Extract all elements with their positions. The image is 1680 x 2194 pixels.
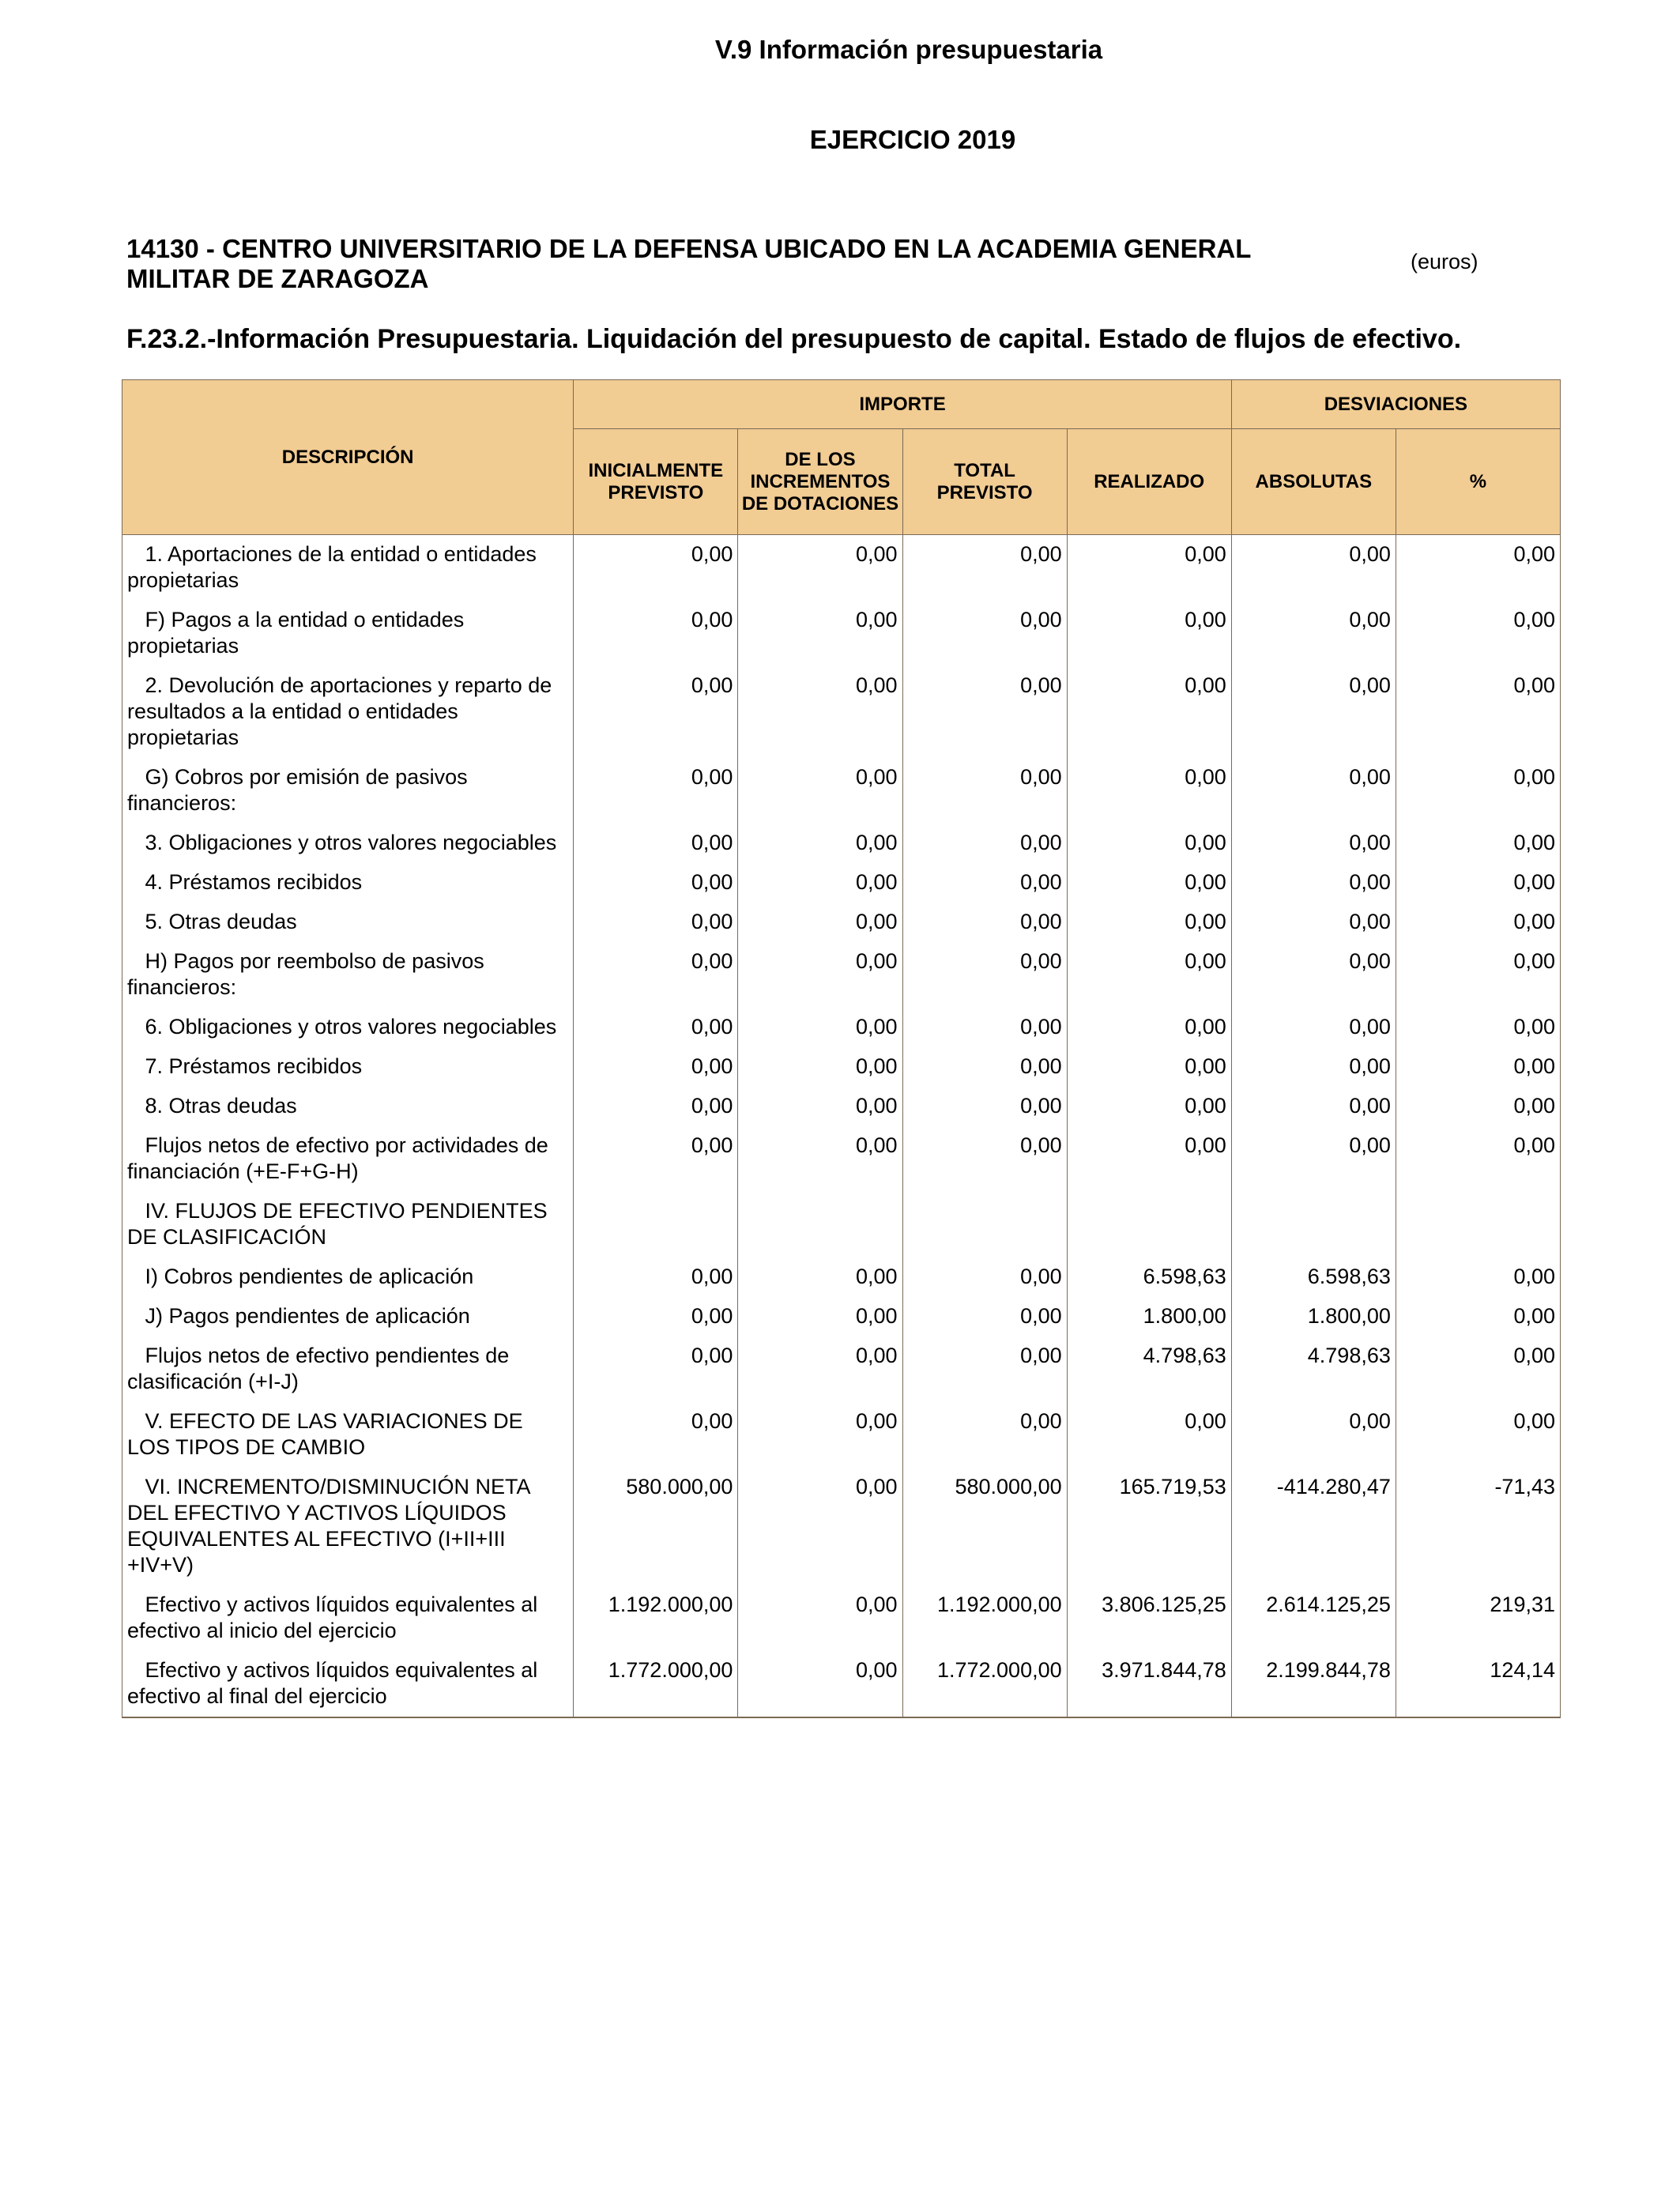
- row-value: 0,00: [574, 1257, 738, 1297]
- row-value: 219,31: [1396, 1585, 1560, 1651]
- row-value: 0,00: [1231, 758, 1396, 824]
- row-value: 0,00: [1231, 1008, 1396, 1047]
- row-value: 0,00: [738, 1257, 902, 1297]
- row-value: 0,00: [1231, 824, 1396, 863]
- row-description: Efectivo y activos líquidos equivalentes al efectivo al inicio del ejercicio: [122, 1585, 574, 1651]
- row-value: 0,00: [1396, 1008, 1560, 1047]
- row-value: 0,00: [1396, 903, 1560, 942]
- row-value: 0,00: [1396, 1336, 1560, 1402]
- row-value: 0,00: [738, 1087, 902, 1126]
- row-value: 0,00: [1396, 758, 1560, 824]
- row-value: 0,00: [574, 1008, 738, 1047]
- row-value: [574, 1192, 738, 1257]
- row-value: 0,00: [1067, 1008, 1231, 1047]
- table-row: [122, 1126, 1561, 1192]
- row-value: 4.798,63: [1067, 1336, 1231, 1402]
- row-value: 0,00: [738, 903, 902, 942]
- row-value: 0,00: [902, 601, 1067, 666]
- row-value: 0,00: [1396, 1047, 1560, 1087]
- row-value: 0,00: [1231, 1126, 1396, 1192]
- row-value: 580.000,00: [574, 1468, 738, 1585]
- header-descripcion: DESCRIPCIÓN: [122, 380, 574, 535]
- report-title: F.23.2.-Información Presupuestaria. Liquidación del presupuesto de capital. Estado de flujos de efectivo.: [126, 324, 1462, 354]
- table-row: [122, 1651, 1561, 1717]
- row-value: 0,00: [1231, 1402, 1396, 1468]
- row-value: 0,00: [574, 666, 738, 758]
- row-value: 0,00: [1396, 824, 1560, 863]
- table-row: [122, 758, 1561, 824]
- row-value: 0,00: [738, 666, 902, 758]
- row-value: 0,00: [1231, 601, 1396, 666]
- row-value: 0,00: [574, 903, 738, 942]
- row-value: 0,00: [574, 535, 738, 601]
- row-value: 0,00: [1067, 1126, 1231, 1192]
- table-body: [122, 535, 1561, 1718]
- table-row: [122, 1047, 1561, 1087]
- row-value: 0,00: [1067, 601, 1231, 666]
- row-value: 0,00: [902, 1047, 1067, 1087]
- row-description: 2. Devolución de aportaciones y reparto de resultados a la entidad o entidades propietarias: [122, 666, 574, 758]
- row-value: 165.719,53: [1067, 1468, 1231, 1585]
- table-row: [122, 1087, 1561, 1126]
- header-importe: IMPORTE: [574, 380, 1231, 429]
- row-value: 0,00: [574, 1087, 738, 1126]
- row-value: 0,00: [1067, 535, 1231, 601]
- row-value: 0,00: [1067, 758, 1231, 824]
- table-row: [122, 1336, 1561, 1402]
- row-value: 0,00: [902, 666, 1067, 758]
- row-value: -71,43: [1396, 1468, 1560, 1585]
- row-description: V. EFECTO DE LAS VARIACIONES DE LOS TIPOS DE CAMBIO: [122, 1402, 574, 1468]
- section-header: V.9 Información presupuestaria: [714, 35, 1103, 64]
- row-value: 0,00: [738, 535, 902, 601]
- row-description: 3. Obligaciones y otros valores negociables: [122, 824, 574, 863]
- row-value: 6.598,63: [1067, 1257, 1231, 1297]
- row-value: 0,00: [902, 1008, 1067, 1047]
- row-value: -414.280,47: [1231, 1468, 1396, 1585]
- row-value: 0,00: [574, 1297, 738, 1336]
- row-value: 1.192.000,00: [574, 1585, 738, 1651]
- row-value: 0,00: [574, 824, 738, 863]
- row-description: IV. FLUJOS DE EFECTIVO PENDIENTES DE CLASIFICACIÓN: [122, 1192, 574, 1257]
- row-value: 0,00: [1067, 1087, 1231, 1126]
- row-value: 0,00: [738, 1047, 902, 1087]
- row-value: 0,00: [738, 1468, 902, 1585]
- table-row: [122, 1297, 1561, 1336]
- row-value: 0,00: [1067, 1402, 1231, 1468]
- row-value: 0,00: [738, 1336, 902, 1402]
- row-value: 0,00: [1396, 535, 1560, 601]
- table-row: [122, 666, 1561, 758]
- row-description: Efectivo y activos líquidos equivalentes al efectivo al final del ejercicio: [122, 1651, 574, 1717]
- row-value: 0,00: [902, 1087, 1067, 1126]
- table-row: [122, 824, 1561, 863]
- entity-name: 14130 - CENTRO UNIVERSITARIO DE LA DEFENSA UBICADO EN LA ACADEMIA GENERAL MILITAR DE ZARAGOZA: [126, 234, 1251, 293]
- row-value: 0,00: [902, 1126, 1067, 1192]
- row-value: 0,00: [1396, 1402, 1560, 1468]
- row-value: 0,00: [902, 758, 1067, 824]
- row-value: 3.806.125,25: [1067, 1585, 1231, 1651]
- row-value: 0,00: [1067, 1047, 1231, 1087]
- row-value: 0,00: [1396, 666, 1560, 758]
- row-value: 0,00: [738, 1008, 902, 1047]
- row-value: 1.192.000,00: [902, 1585, 1067, 1651]
- row-description: Flujos netos de efectivo pendientes de clasificación (+I-J): [122, 1336, 574, 1402]
- row-description: G) Cobros por emisión de pasivos financieros:: [122, 758, 574, 824]
- row-value: 0,00: [1396, 1126, 1560, 1192]
- row-value: 0,00: [1067, 863, 1231, 903]
- row-value: 0,00: [574, 863, 738, 903]
- table-row: [122, 942, 1561, 1008]
- table-row: [122, 863, 1561, 903]
- row-value: 1.772.000,00: [902, 1651, 1067, 1717]
- row-value: 1.800,00: [1231, 1297, 1396, 1336]
- row-value: 0,00: [738, 758, 902, 824]
- row-value: 0,00: [574, 758, 738, 824]
- fiscal-year-title: EJERCICIO 2019: [809, 125, 1016, 154]
- row-value: 0,00: [1396, 1297, 1560, 1336]
- table-row: [122, 1192, 1561, 1257]
- row-value: 0,00: [1231, 1087, 1396, 1126]
- row-value: 0,00: [1067, 942, 1231, 1008]
- row-value: 0,00: [1231, 1047, 1396, 1087]
- row-value: 0,00: [1396, 863, 1560, 903]
- row-value: 4.798,63: [1231, 1336, 1396, 1402]
- row-value: [738, 1192, 902, 1257]
- row-value: 580.000,00: [902, 1468, 1067, 1585]
- currency-units: (euros): [1411, 250, 1478, 273]
- table-row: [122, 1585, 1561, 1651]
- row-value: 0,00: [1231, 942, 1396, 1008]
- row-value: 0,00: [1231, 666, 1396, 758]
- table-row: [122, 1468, 1561, 1585]
- row-value: 0,00: [1231, 903, 1396, 942]
- row-value: 3.971.844,78: [1067, 1651, 1231, 1717]
- cash-flow-table: [122, 379, 1561, 1718]
- row-value: [1067, 1192, 1231, 1257]
- row-value: 1.772.000,00: [574, 1651, 738, 1717]
- row-value: 0,00: [1231, 863, 1396, 903]
- header-absolutas: ABSOLUTAS: [1231, 429, 1396, 535]
- row-value: 0,00: [738, 824, 902, 863]
- row-value: 0,00: [574, 1402, 738, 1468]
- table-row: [122, 1257, 1561, 1297]
- row-value: 0,00: [1231, 535, 1396, 601]
- row-value: 0,00: [1067, 903, 1231, 942]
- row-value: 0,00: [574, 942, 738, 1008]
- header-desviaciones: DESVIACIONES: [1231, 380, 1560, 429]
- row-value: 0,00: [902, 1402, 1067, 1468]
- table-row: [122, 601, 1561, 666]
- row-value: 0,00: [1067, 824, 1231, 863]
- row-value: 0,00: [574, 1336, 738, 1402]
- row-description: 6. Obligaciones y otros valores negociables: [122, 1008, 574, 1047]
- table-row: [122, 535, 1561, 601]
- row-value: 0,00: [902, 824, 1067, 863]
- row-value: 2.199.844,78: [1231, 1651, 1396, 1717]
- row-value: [1396, 1192, 1560, 1257]
- header-incrementos: DE LOS INCREMENTOS DE DOTACIONES: [738, 429, 902, 535]
- row-value: 0,00: [902, 903, 1067, 942]
- header-realizado: REALIZADO: [1067, 429, 1231, 535]
- row-description: I) Cobros pendientes de aplicación: [122, 1257, 574, 1297]
- row-value: 2.614.125,25: [1231, 1585, 1396, 1651]
- row-value: 0,00: [574, 601, 738, 666]
- row-description: H) Pagos por reembolso de pasivos financieros:: [122, 942, 574, 1008]
- row-value: 0,00: [1396, 942, 1560, 1008]
- row-description: 4. Préstamos recibidos: [122, 863, 574, 903]
- row-description: Flujos netos de efectivo por actividades de financiación (+E-F+G-H): [122, 1126, 574, 1192]
- row-description: F) Pagos a la entidad o entidades propietarias: [122, 601, 574, 666]
- row-value: 1.800,00: [1067, 1297, 1231, 1336]
- header-total-previsto: TOTAL PREVISTO: [902, 429, 1067, 535]
- header-inicialmente-previsto: INICIALMENTE PREVISTO: [574, 429, 738, 535]
- row-value: [1231, 1192, 1396, 1257]
- row-value: [902, 1192, 1067, 1257]
- row-value: 0,00: [902, 535, 1067, 601]
- row-description: 1. Aportaciones de la entidad o entidades propietarias: [122, 535, 574, 601]
- row-value: 0,00: [738, 1651, 902, 1717]
- row-value: 0,00: [1396, 1087, 1560, 1126]
- table-row: [122, 903, 1561, 942]
- row-value: 0,00: [902, 863, 1067, 903]
- row-value: 0,00: [574, 1126, 738, 1192]
- row-description: 7. Préstamos recibidos: [122, 1047, 574, 1087]
- row-value: 0,00: [738, 1126, 902, 1192]
- row-value: 0,00: [902, 1257, 1067, 1297]
- row-value: 0,00: [738, 1585, 902, 1651]
- row-value: 0,00: [738, 1402, 902, 1468]
- row-value: 0,00: [738, 1297, 902, 1336]
- row-value: 0,00: [1396, 1257, 1560, 1297]
- row-description: 8. Otras deudas: [122, 1087, 574, 1126]
- header-percent: %: [1396, 429, 1560, 535]
- table-row: [122, 1402, 1561, 1468]
- row-value: 0,00: [738, 942, 902, 1008]
- row-value: 124,14: [1396, 1651, 1560, 1717]
- row-value: 0,00: [902, 1297, 1067, 1336]
- row-description: 5. Otras deudas: [122, 903, 574, 942]
- row-description: VI. INCREMENTO/DISMINUCIÓN NETA DEL EFECTIVO Y ACTIVOS LÍQUIDOS EQUIVALENTES AL EFECTIVO (I+II+III +IV+V): [122, 1468, 574, 1585]
- row-description: J) Pagos pendientes de aplicación: [122, 1297, 574, 1336]
- table-row: [122, 1008, 1561, 1047]
- row-value: 6.598,63: [1231, 1257, 1396, 1297]
- row-value: 0,00: [902, 942, 1067, 1008]
- row-value: 0,00: [738, 601, 902, 666]
- row-value: 0,00: [902, 1336, 1067, 1402]
- row-value: 0,00: [1396, 601, 1560, 666]
- row-value: 0,00: [1067, 666, 1231, 758]
- row-value: 0,00: [574, 1047, 738, 1087]
- row-value: 0,00: [738, 863, 902, 903]
